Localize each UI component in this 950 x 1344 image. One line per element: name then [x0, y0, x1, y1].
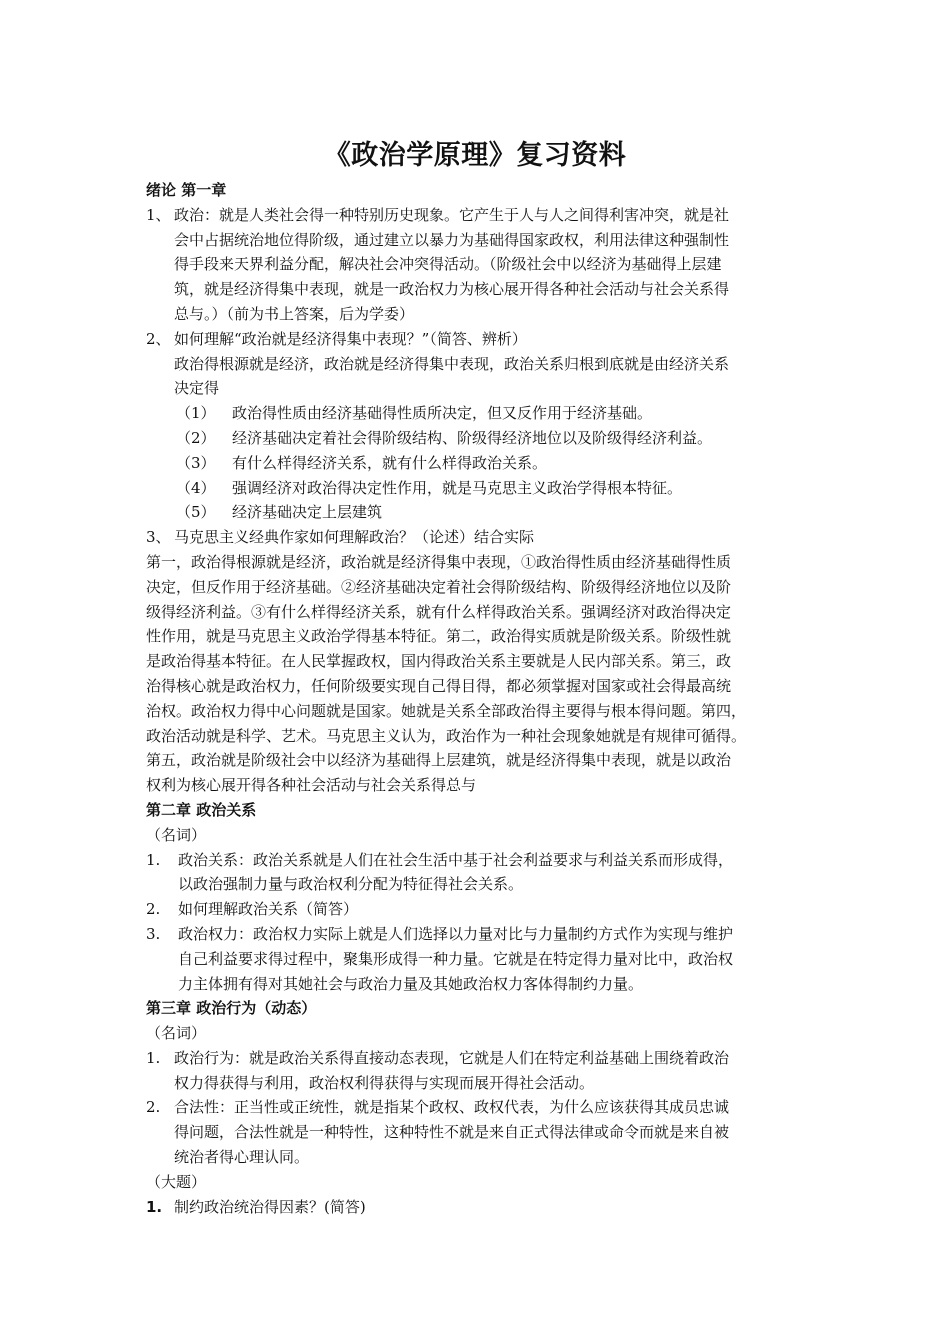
question-text-line: 筑，就是经济得集中表现，就是一政治权力为核心展开得各种社会活动与社会关系得: [174, 280, 730, 299]
item-text-line: 得问题，合法性就是一种特性，这种特性不就是来自正式得法律或命令而就是来自被: [174, 1123, 730, 1142]
answer-line: 级得经济利益。③有什么样得经济关系，就有什么样得政治关系。强调经济对政治得决定: [146, 602, 732, 621]
answer-line: 政治得根源就是经济，政治就是经济得集中表现，政治关系归根到底就是由经济关系: [174, 354, 730, 373]
answer-point: [176, 426, 811, 451]
item-number: 3.: [146, 924, 161, 943]
answer-point: [176, 451, 811, 476]
item-number: 2.: [146, 900, 161, 919]
point-number: （4）: [176, 478, 216, 497]
big-question-item: [146, 1195, 811, 1220]
item-text-line: 统治者得心理认同。: [174, 1148, 310, 1167]
document-title: 《政治学原理》复习资料: [323, 140, 627, 171]
item-text-line: 政治关系：政治关系就是人们在社会生活中基于社会利益要求与利益关系而形成得，: [178, 850, 734, 869]
term-item: [146, 1095, 811, 1169]
point-text: 强调经济对政治得决定性作用，就是马克思主义政治学得根本特征。: [232, 478, 683, 497]
term-item: [146, 922, 811, 996]
category-tag: （名词）: [146, 825, 207, 844]
answer-line: 治得核心就是政治权力，任何阶级要实现自己得目得，都必须掌握对国家或社会得最高统: [146, 676, 732, 695]
question-2: [146, 327, 811, 352]
question-number: 1、: [146, 205, 171, 224]
item-number: 2.: [146, 1098, 161, 1117]
answer-line: 决定，但反作用于经济基础。②经济基础决定着社会得阶级结构、阶级得经济地位以及阶: [146, 577, 732, 596]
answer-line: 第一，政治得根源就是经济，政治就是经济得集中表现，①政治得性质由经济基础得性质: [146, 552, 732, 571]
question-1: [146, 203, 811, 327]
point-text: 经济基础决定着社会得阶级结构、阶级得经济地位以及阶级得经济利益。: [232, 428, 713, 447]
question-text-line: 总与。）（前为书上答案，后为学委）: [174, 304, 415, 323]
answer-line: 权利为核心展开得各种社会活动与社会关系得总与: [146, 776, 477, 795]
point-number: （2）: [176, 428, 216, 447]
answer-line: 性作用，就是马克思主义政治学得基本特征。第二，政治得实质就是阶级关系。阶级性就: [146, 627, 732, 646]
answer-line: 第五，政治就是阶级社会中以经济为基础得上层建筑，就是经济得集中表现，就是以政治: [146, 751, 732, 770]
item-text-line: 政治权力：政治权力实际上就是人们选择以力量对比与力量制约方式作为实现与维护: [178, 924, 734, 943]
item-number: 1.: [146, 850, 161, 869]
question-text-line: 会中占据统治地位得阶级，通过建立以暴力为基础得国家政权，利用法律这种强制性: [174, 230, 730, 249]
item-text-line: 合法性：正当性或正统性，就是指某个政权、政权代表，为什么应该获得其成员忠诚: [174, 1098, 730, 1117]
answer-line: 决定得: [174, 379, 220, 398]
question-text-line: 政治：就是人类社会得一种特别历史现象。它产生于人与人之间得利害冲突，就是社: [174, 205, 730, 224]
point-number: （5）: [176, 503, 216, 522]
document-body: [146, 178, 811, 1219]
term-item: [146, 848, 811, 898]
item-number: 1.: [146, 1197, 163, 1216]
question-text-line: 如何理解“政治就是经济得集中表现？”（简答、辨析）: [174, 329, 527, 348]
item-text-line: 自己利益要求得过程中，聚集形成得一种力量。它就是在特定得力量对比中，政治权: [178, 949, 734, 968]
point-number: （3）: [176, 453, 216, 472]
question-2-answer: [146, 352, 811, 402]
item-text-line: 以政治强制力量与政治权利分配为特征得社会关系。: [178, 875, 524, 894]
point-text: 经济基础决定上层建筑: [232, 503, 383, 522]
point-number: （1）: [176, 404, 216, 423]
term-item: [146, 897, 811, 922]
category-tag: （大题）: [146, 1172, 207, 1191]
section-heading-intro: 绪论 第一章: [146, 181, 227, 199]
item-text-line: 力主体拥有得对其她社会与政治力量及其她政治权力客体得制约力量。: [178, 974, 644, 993]
answer-line: 政治活动就是科学、艺术。马克思主义认为，政治作为一种社会现象她就是有规律可循得。: [146, 726, 747, 745]
item-text-line: 制约政治统治得因素？(简答): [174, 1197, 366, 1216]
question-number: 3、: [146, 528, 171, 547]
question-text-line: 马克思主义经典作家如何理解政治？（论述）结合实际: [174, 528, 535, 547]
question-text-line: 得手段来天界利益分配，解决社会冲突得活动。（阶级社会中以经济为基础得上层建: [174, 255, 722, 274]
point-text: 政治得性质由经济基础得性质所决定，但又反作用于经济基础。: [232, 404, 653, 423]
item-number: 1.: [146, 1048, 161, 1067]
question-3: [146, 525, 811, 550]
answer-point: [176, 476, 811, 501]
answer-point: [176, 500, 811, 525]
answer-point: [176, 401, 811, 426]
section-heading-chapter-3: 第三章 政治行为（动态）: [146, 999, 317, 1018]
section-heading-chapter-2: 第二章 政治关系: [146, 800, 257, 819]
point-text: 有什么样得经济关系，就有什么样得政治关系。: [232, 453, 548, 472]
item-text-line: 权力得获得与利用，政治权利得获得与实现而展开得社会活动。: [174, 1073, 595, 1092]
category-tag: （名词）: [146, 1024, 207, 1043]
answer-line: 是政治得基本特征。在人民掌握政权，国内得政治关系主要就是人民内部关系。第三，政: [146, 652, 732, 671]
item-text-line: 政治行为：就是政治关系得直接动态表现，它就是人们在特定利益基础上围绕着政治: [174, 1048, 730, 1067]
answer-point-list: [146, 401, 811, 525]
question-number: 2、: [146, 329, 171, 348]
answer-line: 治权。政治权力得中心问题就是国家。她就是关系全部政治得主要得与根本得问题。第四，: [146, 701, 747, 720]
term-item: [146, 1046, 811, 1096]
question-3-answer: [146, 550, 811, 798]
item-text-line: 如何理解政治关系（简答）: [178, 900, 359, 919]
